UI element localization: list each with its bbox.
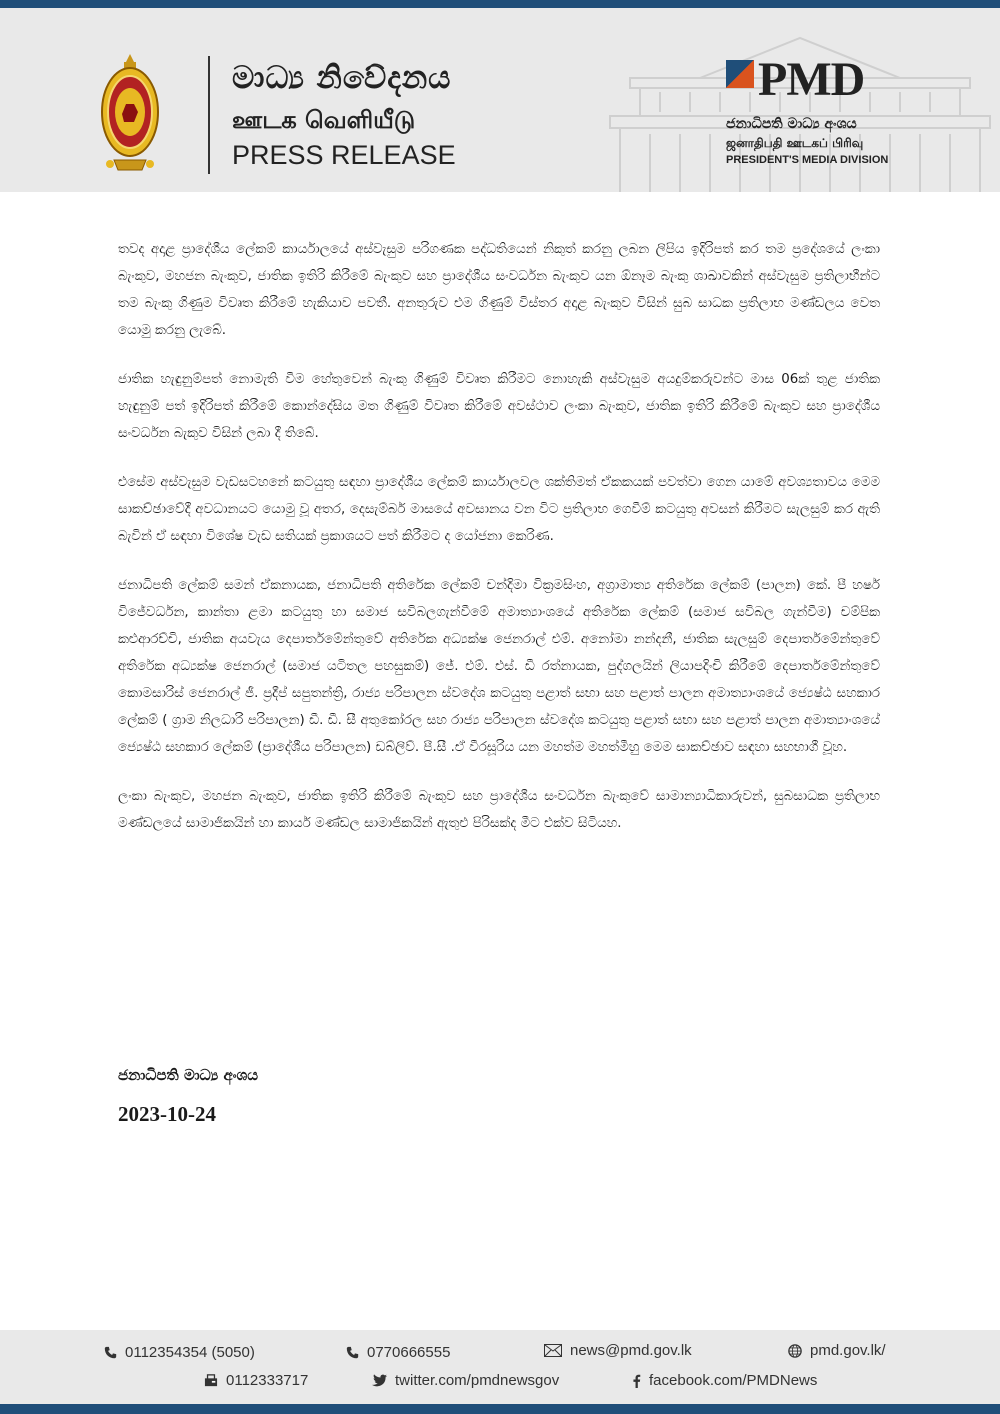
header-divider	[208, 56, 210, 174]
paragraph-2: ජාතික හැඳුනුම්පත් නොමැති වීම හේතුවෙන් බැංකු ගිණුම් විවෘත කිරීමට නොහැකි අස්වැසුම අයදුම්කරුවන්ට මාස 06ක් තුළ ජාතික හැඳුනුම් පත් ඉදිරිපත් කිරීමේ කොන්දේසිය මත ගිණුම් විවෘත කිරීමේ අවස්ථාව ලංකා බැංකුව, ජාතික ඉතිරි කිරීමේ බැංකුව සහ ප්‍රාදේශීය සංවර්ධන බැකුව විසින් ලබා දී තිබේ.	[118, 372, 880, 441]
division-name-english: PRESIDENT'S MEDIA DIVISION	[726, 154, 889, 166]
paragraph-4: ජනාධිපති ලේකම් සමන් ඒකනායක, ජනාධිපති අතිරේක ලේකම් චන්දිමා වික්‍රමසිංහ, අග්‍රාමාත්‍ය අතිරේක ලේකම් (පාලන) කේ. පී හර්ෂ විජේවර්ධන, කාන්තා ළමා කටයුතු හා සමාජ සවිබලගැන්වීමේ අමාත්‍යාංශයේ අතිරේක ලේකම් (සමාජ සවිබල ගැන්වීම) චම්පික කළුආරච්චි, ජාතික අයවැය දෙපාර්තමේන්තුවේ අතිරේක අධ්‍යක්ෂ ජෙනරාල් එම්. අනෝමා නන්දනී, ජාතික සැලසුම් දෙපාර්තමේන්තුවේ අතිරේක අධ්‍යක්ෂ ජෙනරාල් (සමාජ යටිතල පහසුකම්) ජේ. එම්. එස්. ඩී රත්නායක, පුද්ගලයින් ලියාපදිංචි කිරීමේ දෙපාර්තමේන්තුවේ කොමසාරිස් ජෙනරාල් ජී. ප්‍රදීප් සපුතන්ත්‍රි, රාජ්‍ය පරිපාලන ස්වදේශ කටයුතු පළාත් සභා සහ පළාත් පාලන අමාත්‍යාංශයේ ජ්‍යෙෂ්ඨ සහකාර ලේකම් ( ග්‍රාම නිලධාරි පරිපාලන) ඩී. ඩී. සී අතුකෝරල සහ රාජ්‍ය පරිපාලන ස්වදේශ කටයුතු පළාත් සභා සහ පළාත් පාලන අමාත්‍යාංශයේ ජ්‍යෙෂ්ඨ සහකාර ලේකම් (ප්‍රාදේශීය පරිපාලන) ඩබ්ලිව්. පී.සී .ඒ වීරසූරිය යන මහත්ම මහත්මීහු මෙම සාකච්ඡාව සඳහා සහභාගී වූහ.	[118, 578, 880, 755]
footer-twitter[interactable]	[372, 1372, 559, 1389]
title-english: PRESS RELEASE	[232, 140, 456, 170]
fax-number: 0112333717	[226, 1372, 309, 1389]
press-release-body	[118, 236, 880, 859]
paragraph-5: ලංකා බැංකුව, මහජන බැංකුව, ජාතික ඉතිරි කිරීමේ බැංකුව සහ ප්‍රාදේශීය සංවර්ධන බැංකුවේ සාමාන්‍යාධිකාරුවන්, සුබසාධක ප්‍රතිලාභ මණ්ඩලයේ සාමාජිකයින් හා කාර්ය මණ්ඩල සාමාජිකයින් ඇතුළු පිරිසක්ද මීට එක්ව සිටියහ.	[118, 789, 880, 831]
phone-icon	[104, 1346, 117, 1359]
division-name-tamil: ஜனாதிபதி ஊடகப் பிரிவு	[726, 136, 864, 150]
title-tamil: ஊடக வெளியீடு	[232, 106, 416, 134]
email-address: news@pmd.gov.lk	[570, 1342, 692, 1359]
facebook-page: facebook.com/PMDNews	[649, 1372, 818, 1389]
website-url: pmd.gov.lk/	[810, 1342, 886, 1359]
email-icon	[544, 1344, 562, 1357]
fax-icon	[204, 1374, 218, 1387]
division-name-sinhala: ජනාධිපති මාධ්‍ය අංශය	[726, 116, 857, 132]
page-header	[0, 8, 1000, 192]
footer-email[interactable]	[544, 1342, 692, 1359]
footer-fax[interactable]	[204, 1372, 308, 1389]
paragraph-3: එසේම අස්වැසුම වැඩසටහනේ කටයුතු සඳහා ප්‍රාදේශීය ලේකම් කාර්යාලවල ශක්තිමත් ඒකකයක් පවත්වා ගෙන යාමේ අවශ්‍යතාවය මෙම සාකච්ඡාවේදී අවධානයට යොමු වූ අතර, දෙසැම්බර් මාසයේ අවසානය වන විට ප්‍රතිලාභ ගෙවීම් කටයුතු අවසන් කිරීමට සැලසුම් කර ඇති බැවින් ඒ සඳහා විශේෂ වැඩ සතියක් ප්‍රකාශයට පත් කිරීමට ද යෝජනා කෙරිණ.	[118, 475, 880, 544]
bottom-accent-bar	[0, 1404, 1000, 1414]
twitter-handle: twitter.com/pmdnewsgov	[395, 1372, 560, 1389]
facebook-icon	[632, 1374, 641, 1388]
footer-mobile[interactable]	[346, 1344, 450, 1361]
phone-number: 0112354354 (5050)	[125, 1344, 255, 1361]
top-accent-bar	[0, 0, 1000, 8]
paragraph-1: තවද අදාළ ප්‍රාදේශීය ලේකම් කාර්යාලයේ අස්වැසුම පරිගණක පද්ධතියෙන් නිකුත් කරනු ලබන ලිපිය ඉදිරිපත් කර තම ප්‍රදේශයේ ලංකා බැංකුව, මහජන බැංකුව, ජාතික ඉතිරි කිරීමේ බැංකුව සහ ප්‍රාදේශීය සංවර්ධන බැංකුව යන ඕනෑම බැංකු ශාඛාවකින් අස්වැසුම ප්‍රතිලාභීන්ට තම බැංකු ගිණුම විවෘත කිරීමේ හැකියාව පවතී. අනතුරුව එම ගිණුම් විස්තර අදාළ බැංකුව විසින් සුබ සාධක ප්‍රතිලාභ මණ්ඩලය වෙත යොමු කරනු ලැබේ.	[118, 242, 880, 338]
footer-facebook[interactable]	[632, 1372, 817, 1389]
twitter-icon	[372, 1374, 387, 1387]
sri-lanka-emblem-icon	[100, 52, 160, 176]
mobile-phone-icon	[346, 1346, 359, 1359]
page-footer	[0, 1330, 1000, 1404]
globe-icon	[788, 1344, 802, 1358]
release-date: 2023-10-24	[118, 1102, 216, 1126]
pmd-logo-mark	[726, 60, 754, 88]
title-sinhala: මාධ්‍ය නිවේදනය	[232, 60, 452, 96]
footer-phone[interactable]	[104, 1344, 255, 1361]
mobile-number: 0770666555	[367, 1344, 451, 1361]
signature-name: ජනාධිපති මාධ්‍ය අංශය	[118, 1066, 259, 1084]
pmd-logo-text: PMD	[758, 53, 865, 106]
footer-website[interactable]	[788, 1342, 886, 1359]
